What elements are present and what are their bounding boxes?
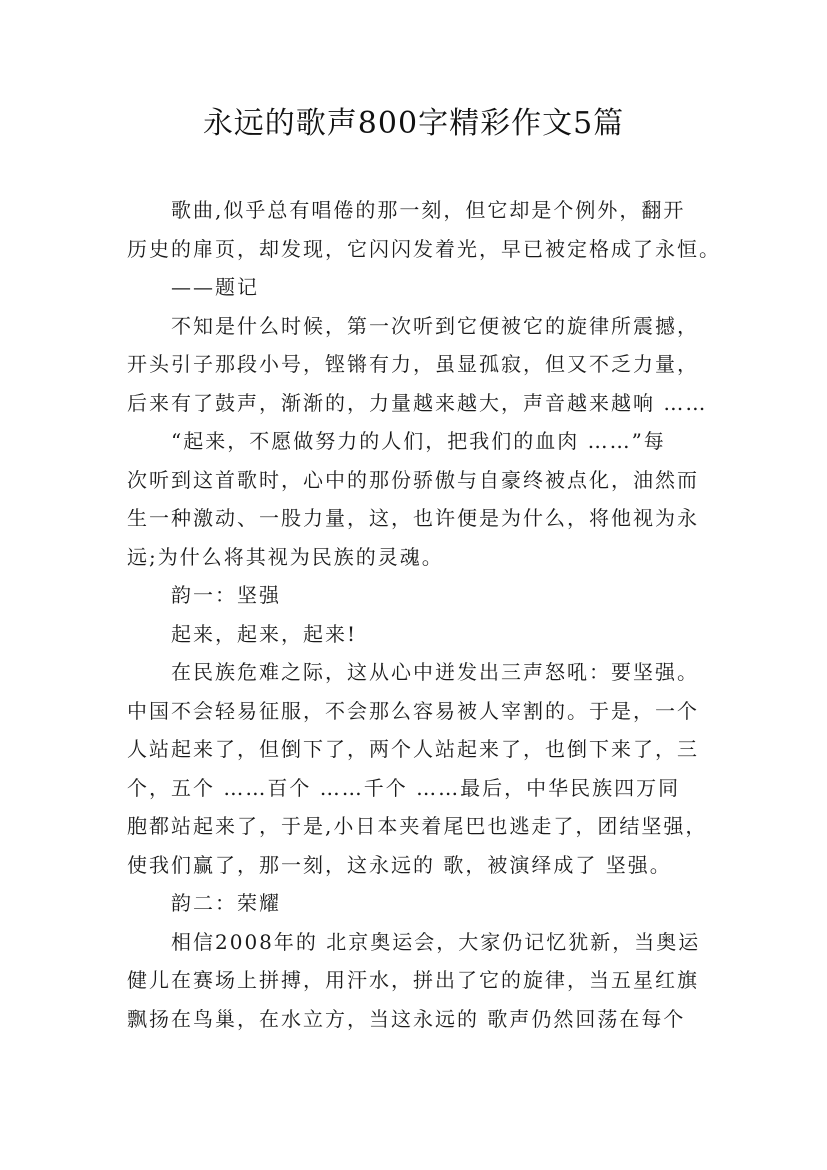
text-line: “起来，不愿做努力的人们，把我们的血肉 ……”每	[171, 429, 666, 453]
text-line: 起来，起来，起来!	[171, 621, 358, 646]
text-line: 健儿在赛场上拼搏，用汗水，拼出了它的旋律，当五星红旗	[127, 968, 699, 992]
text-line: 次听到这首歌时，心中的那份骄傲与自豪终被点化，油然而	[127, 467, 699, 492]
text-line: 中国不会轻易征服，不会那么容易被人宰割的。于是，一个	[127, 698, 699, 723]
document-body	[127, 191, 721, 1038]
text-line: 韵一：坚强	[171, 583, 281, 607]
text-line: 韵二：荣耀	[171, 891, 281, 915]
text-line: 飘扬在鸟巢，在水立方，当这永远的 歌声仍然回荡在每个	[127, 1006, 686, 1031]
text-line: 不知是什么时候，第一次听到它便被它的旋律所震撼，	[171, 313, 699, 338]
text-line: 生一种激动、一股力量，这，也许便是为什么，将他视为永	[127, 506, 699, 530]
text-line: 后来有了鼓声，渐渐的，力量越来越大，声音越来越响 ……	[127, 390, 708, 415]
text-line: ——题记	[171, 275, 259, 299]
text-line: 相信2008年的 北京奥运会，大家仍记忆犹新，当奥运	[171, 929, 701, 954]
text-line: 远;为什么将其视为民族的灵魂。	[127, 544, 444, 569]
text-line: 历史的扉页，却发现，它闪闪发着光，早已被定格成了永恒。	[127, 236, 721, 261]
text-line: 歌曲,似乎总有唱倦的那一刻，但它却是个例外，翻开	[171, 198, 686, 222]
text-line: 使我们赢了，那一刻，这永远的 歌，被演绎成了 坚强。	[127, 852, 672, 877]
document-title: 永远的歌声800字精彩作文5篇	[202, 106, 625, 141]
text-line: 在民族危难之际，这从心中迸发出三声怒吼：要坚强。	[171, 660, 699, 684]
text-line: 人站起来了，但倒下了，两个人站起来了，也倒下来了，三	[127, 737, 699, 761]
text-line: 个，五个 ……百个 ……千个 ……最后，中华民族四万同	[127, 775, 681, 800]
text-line: 胞都站起来了，于是,小日本夹着尾巴也逃走了，团结坚强，	[127, 814, 708, 838]
text-line: 开头引子那段小号，铿锵有力，虽显孤寂，但又不乏力量，	[127, 352, 699, 376]
